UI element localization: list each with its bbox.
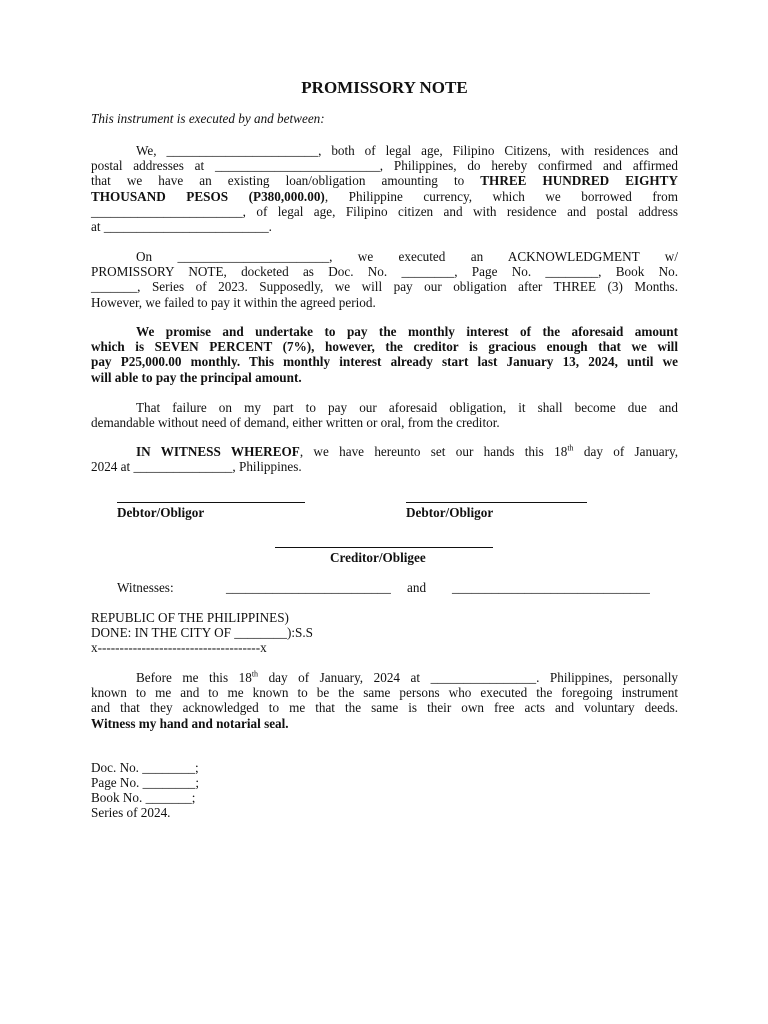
paragraph-default: That failure on my part to pay our aforesaid obligation, it shall become due and demandable without need of demand, either written or oral, from the creditor. xyxy=(91,400,678,431)
notary-doc-no: Doc. No. ________; xyxy=(91,760,199,775)
notary-page-no: Page No. ________; xyxy=(91,775,200,790)
jurat-city: DONE: IN THE CITY OF ________):S.S xyxy=(91,625,313,640)
notary-book-no: Book No. _______; xyxy=(91,790,196,805)
jurat-republic: REPUBLIC OF THE PHILIPPINES) xyxy=(91,610,289,625)
paragraph-interest: We promise and undertake to pay the monthly interest of the aforesaid amount which is SEVEN PERCENT (7%), however, the creditor is gracious enough that we will pay P25,000.00 monthly. This monthly interest already start last January 13, 2024, until we will able to pay the principal amount. xyxy=(91,324,678,385)
paragraph-acknowledgment: On _______________________, we executed an ACKNOWLEDGMENT w/ PROMISSORY NOTE, docketed as Doc. No. ________, Page No. ________, Book No. _______, Series of 2023. Supposedly, we will pay our obligation after THREE (3) Months. However, we failed to pay it within the agreed period. xyxy=(91,249,678,310)
paragraph-notarial: Before me this 18th day of January, 2024 at ________________. Philippines, personally known to me and to me known to be the same persons who executed the foregoing instrument and that they acknowledged to me that the same is their own free acts and voluntary deeds. Witness my hand and notarial seal. xyxy=(91,669,678,731)
witness-and: and xyxy=(407,580,427,595)
debtor2-label: Debtor/Obligor xyxy=(406,505,494,520)
paragraph-witness-whereof: IN WITNESS WHEREOF, we have hereunto set our hands this 18th day of January, 2024 at _______________, Philippines. xyxy=(91,443,679,475)
debtor1-signature-line xyxy=(117,502,305,503)
witness1-line: _________________________ xyxy=(226,580,391,595)
creditor-signature-line xyxy=(275,547,493,548)
debtor2-signature-line xyxy=(406,502,587,503)
paragraph-parties: We, _______________________, both of legal age, Filipino Citizens, with residences and postal addresses at _________________________, Philippines, do hereby confirmed and affirmed that we have an existing loan/obligation amounting to THREE HUNDRED EIGHTY THOUSAND PESOS (P380,000.00), Philippine currency, which we borrowed from _______________________, of legal age, Filipino citizen and with residence and postal address at _________________________. xyxy=(91,143,678,235)
notary-series: Series of 2024. xyxy=(91,805,171,820)
witnesses-label: Witnesses: xyxy=(117,580,174,595)
jurat-separator: x-------------------------------------x xyxy=(91,640,267,655)
document-title: PROMISSORY NOTE xyxy=(301,78,468,97)
debtor1-label: Debtor/Obligor xyxy=(117,505,205,520)
creditor-label: Creditor/Obligee xyxy=(330,550,426,565)
intro-line: This instrument is executed by and between: xyxy=(91,111,325,126)
witness2-line: ______________________________ xyxy=(452,580,650,595)
